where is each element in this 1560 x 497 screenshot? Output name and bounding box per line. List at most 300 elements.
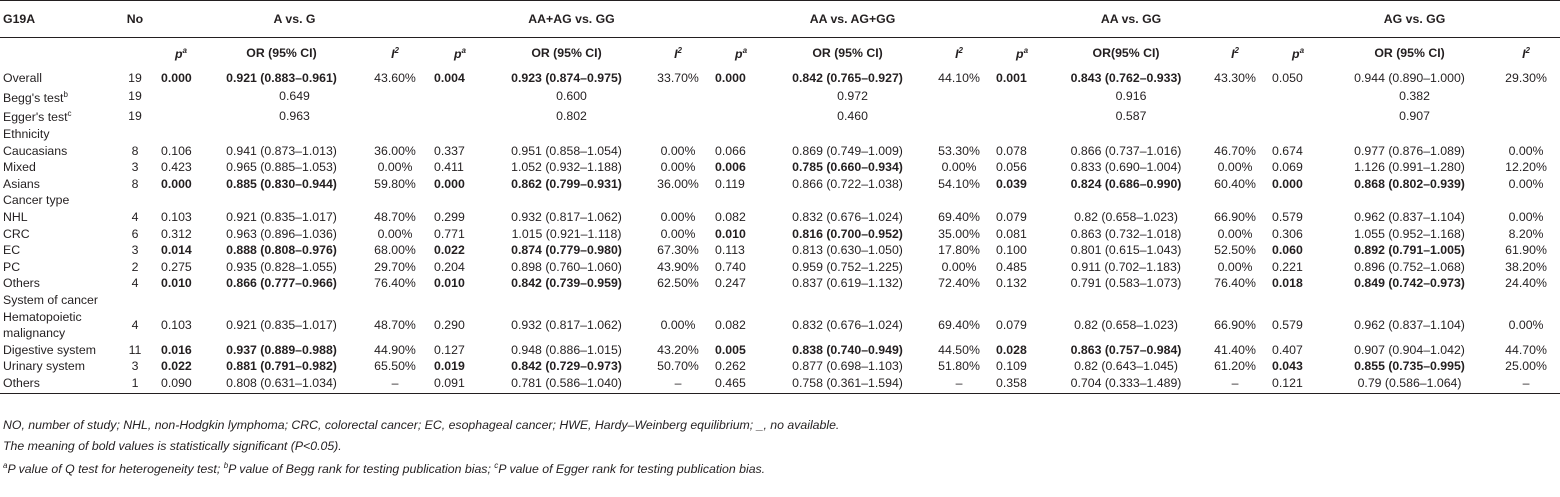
- header-p-value: [1269, 38, 1327, 69]
- table-row: [0, 226, 1560, 243]
- header-empty-2: [112, 38, 158, 69]
- row-label-text: Urinary system: [3, 359, 85, 374]
- cell-p-value: 0.091: [431, 375, 489, 394]
- row-label: [0, 192, 112, 209]
- cell-or-ci: 0.862 (0.799–0.931): [511, 176, 622, 191]
- cell-or-ci: 0.977 (0.876–1.089): [1354, 143, 1465, 158]
- cell-or-ci: 0.948 (0.886–1.015): [511, 342, 622, 357]
- row-label: [0, 106, 112, 126]
- cell-i2: 53.30%: [938, 143, 980, 158]
- header-p-sup: a: [1299, 46, 1305, 56]
- cell-i2: 67.30%: [657, 243, 699, 258]
- header-i2-sup: 2: [677, 46, 682, 56]
- note-b: P value of Begg rank for testing publication bias;: [228, 462, 495, 477]
- row-no: 11: [128, 342, 142, 357]
- cell-p-value: 0.006: [715, 160, 746, 175]
- row-label: [0, 309, 112, 342]
- row-label-text: Others: [3, 375, 40, 390]
- cell-or-ci: 0.855 (0.735–0.995): [1354, 359, 1465, 374]
- cell-empty: [158, 126, 1560, 143]
- cell-i2: 0.00%: [660, 318, 696, 332]
- cell-i2: 36.00%: [374, 143, 416, 158]
- header-row-columns: [0, 38, 1560, 69]
- cell-i2: 48.70%: [374, 209, 416, 224]
- note-abbreviations: NO, number of study; NHL, non-Hodgkin lymphoma; CRC, colorectal cancer; EC, esophageal cancer; HWE, Hardy–Weinberg equilibrium; _, no available.: [3, 418, 840, 432]
- cell-i2: –: [1492, 375, 1560, 394]
- table-row: [0, 358, 1560, 375]
- cell-i2: 76.40%: [374, 276, 416, 291]
- cell-i2: 29.30%: [1505, 71, 1547, 85]
- cell-p-value: 0.358: [993, 375, 1051, 394]
- header-p-sup: a: [742, 46, 748, 56]
- cell-p-value: 0.000: [434, 176, 465, 191]
- cell-p-value: 0.005: [715, 342, 746, 357]
- cell-i2: 43.30%: [1214, 71, 1256, 85]
- table-row: [0, 242, 1560, 259]
- row-label: [0, 259, 112, 276]
- cell-or-ci: 0.82 (0.643–1.045): [1074, 359, 1178, 374]
- cell-or-ci: 0.923 (0.874–0.975): [511, 71, 622, 85]
- cell-or-ci: 0.785 (0.660–0.934): [792, 160, 903, 175]
- row-label: [0, 226, 112, 243]
- header-i2: [1492, 38, 1560, 69]
- cell-p-value: 0.103: [161, 318, 192, 332]
- cell-p-value: 0.056: [996, 160, 1027, 175]
- cell-or-ci: 0.791 (0.583–1.073): [1070, 276, 1182, 291]
- row-no: 6: [131, 226, 139, 241]
- row-label: [0, 87, 112, 107]
- row-no: 8: [131, 143, 139, 158]
- header-group-5: AG vs. GG: [1269, 1, 1560, 38]
- row-no: 19: [128, 108, 142, 123]
- table-row: [0, 126, 1560, 143]
- cell-or-ci: 0.842 (0.765–0.927): [792, 71, 903, 85]
- row-label-text: Asians: [3, 176, 40, 191]
- cell-or-ci: 0.885 (0.830–0.944): [226, 176, 337, 191]
- note-sup-b: b: [223, 461, 229, 470]
- cell-i2: 44.50%: [938, 342, 980, 357]
- table-row: [0, 342, 1560, 359]
- row-no: 3: [131, 359, 139, 374]
- cell-p-value: 0.016: [161, 342, 192, 357]
- header-i2-label: I: [1522, 47, 1526, 62]
- table-row: [0, 275, 1560, 292]
- cell-or-ci: 0.866 (0.737–1.016): [1070, 143, 1182, 158]
- header-group-4: AA vs. GG: [993, 1, 1269, 38]
- cell-i2: 65.50%: [374, 359, 416, 374]
- cell-or-ci: 1.015 (0.921–1.118): [511, 226, 622, 241]
- cell-or-ci: 0.944 (0.890–1.000): [1354, 71, 1465, 85]
- cell-p-value: 0.204: [434, 259, 465, 274]
- cell-i2: 35.00%: [938, 226, 980, 241]
- header-i2-label: I: [674, 47, 678, 62]
- header-p-value: [712, 38, 770, 69]
- header-p-label: p: [1292, 47, 1300, 62]
- cell-p-value: 0.014: [161, 243, 192, 258]
- cell-or-ci: 0.892 (0.791–1.005): [1354, 243, 1465, 258]
- cell-p-value: 0.078: [996, 143, 1027, 158]
- header-p-sup: a: [1023, 46, 1029, 56]
- table-row: [0, 309, 1560, 342]
- table-row: [0, 259, 1560, 276]
- row-label-sup: c: [67, 109, 72, 119]
- cell-or-ci: 0.951 (0.858–1.054): [511, 143, 622, 158]
- cell-or-ci: 0.79 (0.586–1.064): [1327, 375, 1492, 394]
- row-no: 3: [131, 160, 139, 175]
- header-p-sup: a: [182, 46, 187, 56]
- header-no: No: [112, 1, 158, 38]
- cell-or-ci: 0.921 (0.835–1.017): [226, 209, 337, 224]
- row-no: [112, 126, 158, 143]
- cell-i2: 48.70%: [374, 318, 416, 332]
- header-i2-sup: 2: [394, 46, 399, 56]
- cell-p-value: 0.100: [996, 243, 1027, 258]
- header-i2-sup: 2: [1525, 46, 1530, 56]
- cell-or-ci: 0.898 (0.760–1.060): [511, 259, 622, 274]
- row-no: 4: [131, 276, 139, 291]
- cell-p-value: 0.103: [161, 209, 192, 224]
- note-a: P value of Q test for heterogeneity test;: [7, 462, 224, 477]
- note-sup-c: c: [494, 461, 499, 470]
- row-no: 4: [131, 318, 139, 332]
- header-i2: [644, 38, 712, 69]
- cell-i2: –: [1201, 375, 1269, 394]
- cell-p-value: 0.090: [158, 375, 204, 394]
- cell-i2: 43.90%: [657, 259, 699, 274]
- cell-p-value: 0.306: [1272, 226, 1303, 241]
- cell-p-value: 0.423: [161, 160, 192, 175]
- row-label-text: Cancer type: [3, 193, 70, 208]
- cell-p-value: 0.674: [1272, 143, 1303, 158]
- cell-or-ci: 0.959 (0.752–1.225): [792, 259, 903, 274]
- row-label-sup: b: [63, 89, 68, 99]
- row-no: 8: [131, 176, 139, 191]
- table-row: [0, 159, 1560, 176]
- cell-p-value: 0.121: [1269, 375, 1327, 394]
- header-i2-sup: 2: [958, 46, 963, 56]
- header-p-label: p: [454, 47, 462, 62]
- row-no: 4: [131, 209, 139, 224]
- row-no: [112, 292, 158, 309]
- cell-i2: 44.90%: [374, 342, 416, 357]
- cell-p-value: 0.000: [161, 71, 192, 85]
- cell-empty: [158, 192, 1560, 209]
- cell-i2: 0.00%: [1508, 143, 1544, 158]
- cell-i2: 69.40%: [938, 318, 980, 332]
- cell-merged-value: 0.972: [837, 89, 868, 104]
- cell-or-ci: 0.866 (0.722–1.038): [792, 176, 903, 191]
- row-label-text: CRC: [3, 226, 30, 241]
- cell-i2: 50.70%: [657, 359, 699, 374]
- table-body: [0, 1, 1560, 394]
- row-no: 3: [131, 243, 139, 258]
- cell-p-value: 0.079: [996, 209, 1027, 224]
- row-label: [0, 143, 112, 160]
- cell-or-ci: 0.801 (0.615–1.043): [1070, 243, 1182, 258]
- cell-or-ci: 0.863 (0.757–0.984): [1070, 342, 1182, 357]
- cell-p-value: 0.010: [434, 276, 465, 291]
- cell-p-value: 0.004: [434, 71, 465, 85]
- cell-or-ci: 0.704 (0.333–1.489): [1051, 375, 1201, 394]
- cell-or-ci: 0.877 (0.698–1.103): [792, 359, 903, 374]
- cell-i2: 61.20%: [1214, 359, 1256, 374]
- cell-p-value: 0.465: [712, 375, 770, 394]
- header-i2-label: I: [391, 47, 395, 62]
- cell-p-value: 0.018: [1272, 276, 1303, 291]
- cell-i2: 46.70%: [1214, 143, 1256, 158]
- cell-i2: 24.40%: [1505, 276, 1547, 291]
- cell-i2: 8.20%: [1508, 226, 1544, 241]
- cell-p-value: 0.275: [161, 259, 192, 274]
- row-label: [0, 342, 112, 359]
- cell-i2: –: [644, 375, 712, 394]
- table-row: [0, 209, 1560, 226]
- row-label-text: EC: [3, 243, 21, 258]
- cell-p-value: 0.010: [161, 276, 192, 291]
- cell-i2: 0.00%: [1508, 209, 1544, 224]
- cell-p-value: 0.579: [1272, 209, 1303, 224]
- cell-i2: –: [925, 375, 993, 394]
- cell-i2: 43.60%: [374, 71, 416, 85]
- table-row: [0, 87, 1560, 107]
- cell-p-value: 0.411: [434, 160, 464, 175]
- cell-or-ci: 0.758 (0.361–1.594): [770, 375, 925, 394]
- cell-or-ci: 0.911 (0.702–1.183): [1071, 259, 1181, 274]
- cell-p-value: 0.127: [434, 342, 465, 357]
- row-label-text: Begg's test: [3, 90, 64, 105]
- header-group-1: A vs. G: [158, 1, 431, 38]
- cell-p-value: 0.028: [996, 342, 1027, 357]
- cell-or-ci: 0.82 (0.658–1.023): [1074, 318, 1178, 332]
- row-label-text: Others: [3, 276, 40, 291]
- cell-p-value: 0.407: [1272, 342, 1303, 357]
- cell-merged-value: 0.600: [556, 89, 587, 104]
- header-p-label: p: [175, 47, 183, 62]
- row-label: [0, 292, 112, 309]
- header-p-value: [993, 38, 1051, 69]
- cell-merged-value: 0.649: [279, 89, 310, 104]
- cell-or-ci: 0.869 (0.749–1.009): [792, 143, 903, 158]
- cell-p-value: 0.043: [1272, 359, 1303, 374]
- header-i2-label: I: [1231, 47, 1235, 62]
- row-no: [112, 192, 158, 209]
- row-label-text: Caucasians: [3, 143, 68, 158]
- cell-p-value: 0.082: [715, 209, 746, 224]
- header-or: OR (95% CI): [531, 45, 602, 60]
- row-label-text: Egger's test: [3, 110, 68, 125]
- cell-or-ci: 0.837 (0.619–1.132): [792, 276, 903, 291]
- cell-i2: 0.00%: [1217, 226, 1253, 241]
- header-p-label: p: [1016, 47, 1024, 62]
- cell-or-ci: 0.932 (0.817–1.062): [511, 318, 622, 332]
- cell-or-ci: 0.838 (0.740–0.949): [792, 342, 903, 357]
- cell-i2: 68.00%: [374, 243, 416, 258]
- cell-i2: 76.40%: [1214, 276, 1256, 291]
- cell-i2: 0.00%: [1508, 318, 1544, 332]
- row-label: [0, 358, 112, 375]
- cell-i2: 43.20%: [657, 342, 699, 357]
- cell-or-ci: 0.824 (0.686–0.990): [1070, 176, 1182, 191]
- table-row: [0, 192, 1560, 209]
- cell-or-ci: 0.781 (0.586–1.040): [489, 375, 644, 394]
- cell-i2: 66.90%: [1214, 318, 1256, 332]
- cell-i2: 0.00%: [660, 209, 696, 224]
- cell-p-value: 0.113: [715, 243, 745, 258]
- row-label-text: NHL: [3, 209, 28, 224]
- row-label: [0, 159, 112, 176]
- header-i2: [1201, 38, 1269, 69]
- cell-p-value: 0.000: [715, 71, 746, 85]
- row-label-text: Ethnicity: [3, 126, 50, 141]
- cell-p-value: 0.312: [161, 226, 192, 241]
- cell-i2: 29.70%: [374, 259, 416, 274]
- cell-or-ci: 0.937 (0.889–0.988): [226, 342, 337, 357]
- cell-merged-value: 0.907: [1399, 108, 1430, 123]
- cell-p-value: 0.022: [161, 359, 192, 374]
- header-p-sup: a: [461, 46, 466, 56]
- cell-p-value: 0.579: [1272, 318, 1303, 332]
- cell-or-ci: 0.963 (0.896–1.036): [226, 226, 337, 241]
- cell-or-ci: 0.808 (0.631–1.034): [204, 375, 359, 394]
- cell-p-value: 0.247: [715, 276, 746, 291]
- cell-i2: 38.20%: [1505, 259, 1547, 274]
- header-row-groups: [0, 1, 1560, 38]
- cell-or-ci: 0.842 (0.729–0.973): [511, 359, 622, 374]
- cell-i2: 54.10%: [938, 176, 980, 191]
- header-empty-1: [0, 38, 112, 69]
- cell-p-value: 0.337: [434, 143, 465, 158]
- row-no: 19: [128, 89, 142, 104]
- cell-p-value: 0.000: [1272, 176, 1303, 191]
- cell-or-ci: 0.907 (0.904–1.042): [1354, 342, 1465, 357]
- cell-p-value: 0.262: [715, 359, 746, 374]
- cell-p-value: 0.010: [715, 226, 746, 241]
- cell-or-ci: 0.921 (0.883–0.961): [226, 71, 337, 85]
- header-p-value: [431, 38, 489, 69]
- cell-i2: 0.00%: [377, 226, 413, 241]
- header-i2-sup: 2: [1234, 46, 1239, 56]
- cell-or-ci: 1.126 (0.991–1.280): [1354, 160, 1465, 175]
- header-i2: [359, 38, 431, 69]
- note-footnotes: [3, 456, 839, 480]
- cell-i2: 66.90%: [1214, 209, 1256, 224]
- row-label: [0, 242, 112, 259]
- cell-or-ci: 0.881 (0.791–0.982): [226, 359, 337, 374]
- cell-p-value: 0.109: [996, 359, 1027, 374]
- cell-or-ci: 0.935 (0.828–1.055): [226, 259, 337, 274]
- cell-merged-value: 0.802: [556, 108, 587, 123]
- cell-or-ci: 0.874 (0.779–0.980): [511, 243, 622, 258]
- header-group-3: AA vs. AG+GG: [712, 1, 993, 38]
- table-row: [0, 106, 1560, 126]
- cell-i2: 41.40%: [1214, 342, 1256, 357]
- cell-i2: 33.70%: [657, 71, 699, 85]
- cell-p-value: 0.079: [996, 318, 1027, 332]
- cell-i2: 0.00%: [660, 143, 696, 158]
- cell-i2: 0.00%: [660, 226, 696, 241]
- header-p-label: p: [735, 47, 743, 62]
- cell-p-value: 0.485: [996, 259, 1027, 274]
- cell-p-value: 0.060: [1272, 243, 1303, 258]
- row-no: 19: [128, 71, 142, 85]
- header-or: OR(95% CI): [1092, 45, 1160, 60]
- cell-or-ci: 0.896 (0.752–1.068): [1354, 259, 1465, 274]
- row-label-text: Hematopoietic malignancy: [3, 310, 82, 340]
- cell-i2: 0.00%: [377, 160, 413, 175]
- cell-p-value: 0.106: [161, 143, 192, 158]
- row-label: [0, 176, 112, 193]
- table-row: [0, 292, 1560, 309]
- cell-p-value: 0.221: [1272, 259, 1303, 274]
- note-c: P value of Egger rank for testing publication bias.: [498, 462, 766, 477]
- cell-p-value: 0.290: [434, 318, 465, 332]
- row-label: [0, 275, 112, 292]
- cell-p-value: 0.069: [1272, 160, 1303, 175]
- header-p-value: [158, 38, 204, 69]
- cell-or-ci: 1.055 (0.952–1.168): [1354, 226, 1465, 241]
- cell-i2: 44.70%: [1505, 342, 1547, 357]
- cell-or-ci: 0.888 (0.808–0.976): [226, 243, 337, 258]
- cell-i2: 52.50%: [1214, 243, 1256, 258]
- cell-p-value: 0.019: [434, 359, 465, 374]
- cell-i2: 0.00%: [1508, 176, 1544, 191]
- cell-i2: 0.00%: [1217, 259, 1253, 274]
- header-or: OR (95% CI): [812, 45, 883, 60]
- header-or: OR (95% CI): [246, 45, 317, 60]
- row-label-text: Mixed: [3, 160, 36, 175]
- cell-p-value: 0.119: [715, 176, 745, 191]
- row-no: 1: [112, 375, 158, 394]
- note-sup-a: a: [3, 461, 8, 470]
- cell-p-value: 0.771: [434, 226, 465, 241]
- cell-i2: 17.80%: [938, 243, 980, 258]
- table-row: [0, 176, 1560, 193]
- table-row: [0, 375, 1560, 394]
- cell-i2: 0.00%: [941, 259, 977, 274]
- cell-or-ci: 1.052 (0.932–1.188): [511, 160, 622, 175]
- header-i2-label: I: [955, 47, 959, 62]
- row-no: 2: [131, 259, 139, 274]
- cell-i2: 12.20%: [1505, 160, 1547, 175]
- cell-merged-value: 0.916: [1115, 89, 1147, 104]
- cell-or-ci: 0.843 (0.762–0.933): [1070, 71, 1182, 85]
- row-label: [0, 68, 112, 87]
- cell-p-value: 0.299: [434, 209, 465, 224]
- cell-or-ci: 0.866 (0.777–0.966): [226, 276, 337, 291]
- cell-or-ci: 0.82 (0.658–1.023): [1074, 209, 1178, 224]
- cell-i2: 44.10%: [938, 71, 980, 85]
- cell-i2: 69.40%: [938, 209, 980, 224]
- cell-i2: 51.80%: [938, 359, 980, 374]
- cell-p-value: 0.066: [715, 143, 746, 158]
- cell-i2: 36.00%: [657, 176, 699, 191]
- cell-p-value: 0.050: [1272, 71, 1303, 85]
- cell-or-ci: 0.863 (0.732–1.018): [1070, 226, 1182, 241]
- table-notes: [3, 415, 839, 480]
- table-row: [0, 143, 1560, 160]
- cell-or-ci: 0.941 (0.873–1.013): [226, 143, 337, 158]
- cell-or-ci: 0.962 (0.837–1.104): [1354, 318, 1465, 332]
- cell-or-ci: 0.816 (0.700–0.952): [792, 226, 903, 241]
- cell-i2: –: [359, 375, 431, 394]
- cell-merged-value: 0.963: [279, 108, 310, 123]
- row-label-text: Overall: [3, 71, 42, 85]
- cell-merged-value: 0.382: [1399, 89, 1430, 104]
- table-row: [0, 68, 1560, 87]
- header-i2: [925, 38, 993, 69]
- cell-i2: 25.00%: [1505, 359, 1547, 374]
- cell-i2: 72.40%: [938, 276, 980, 291]
